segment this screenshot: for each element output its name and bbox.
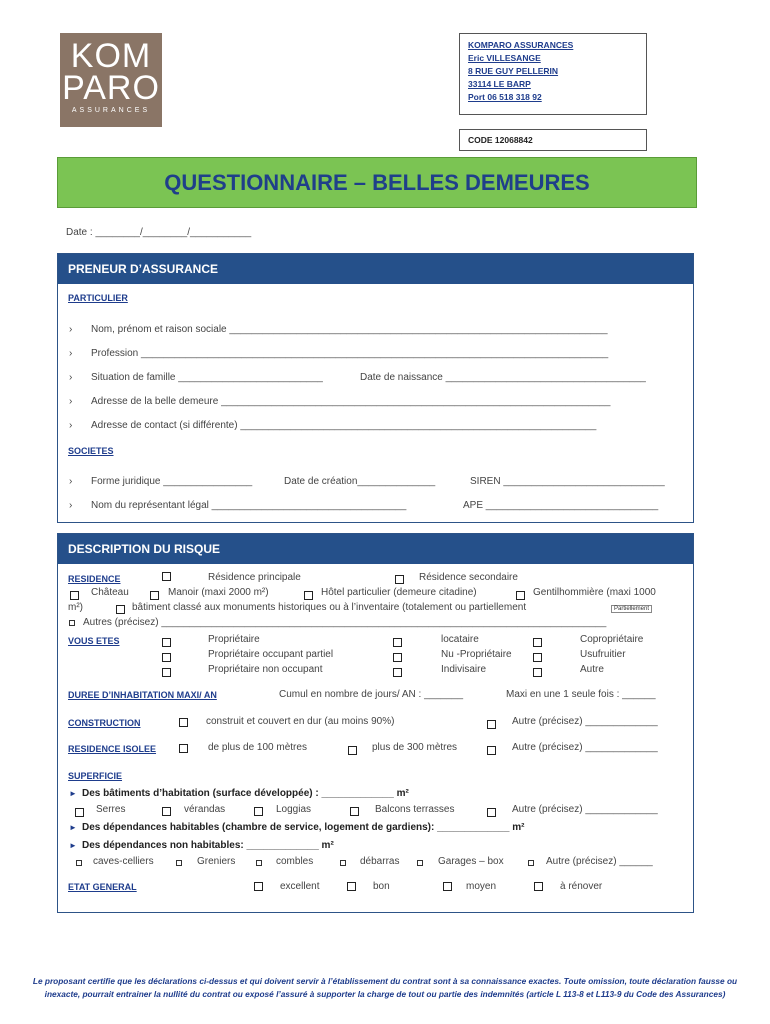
field-date-naissance[interactable]: Date de naissance ____________________________________	[360, 372, 646, 383]
field-adresse-demeure[interactable]: Adresse de la belle demeure ______________________________________________________________________	[91, 396, 611, 407]
bullet: ›	[69, 420, 73, 431]
label-renover: à rénover	[560, 881, 603, 892]
agency-address-box	[459, 33, 647, 115]
page-title: QUESTIONNAIRE – BELLES DEMEURES	[164, 169, 590, 195]
checkbox-combles[interactable]	[256, 860, 262, 866]
checkbox-manoir[interactable]	[150, 591, 159, 600]
label-balcons: Balcons terrasses	[375, 804, 455, 815]
label-moyen: moyen	[466, 881, 497, 892]
label-residence-secondaire: Résidence secondaire	[419, 572, 518, 583]
label-indivisaire: Indivisaire	[441, 664, 487, 675]
agency-phone: Port 06 518 318 92	[468, 92, 542, 102]
bullet: ›	[69, 324, 73, 335]
label-manoir: Manoir (maxi 2000 m²)	[168, 587, 269, 598]
bullet: ›	[69, 372, 73, 383]
label-garages: Garages – box	[438, 856, 504, 867]
agency-code: CODE 12068842	[459, 129, 647, 151]
checkbox-chateau[interactable]	[70, 591, 79, 600]
field-forme-juridique[interactable]: Forme juridique ________________	[91, 476, 253, 487]
section-risque	[57, 533, 694, 913]
label-chateau: Château	[91, 587, 129, 598]
field-dependances-non-habitables[interactable]: Des dépendances non habitables: _____________ m²	[82, 840, 334, 851]
checkbox-caves[interactable]	[76, 860, 82, 866]
label-prop-occupant: Propriétaire occupant partiel	[208, 649, 334, 660]
checkbox-gentilhommiere[interactable]	[516, 591, 525, 600]
checkbox-serres[interactable]	[75, 808, 84, 817]
agency-name: KOMPARO ASSURANCES	[468, 40, 574, 50]
checkbox-plus-100m[interactable]	[179, 744, 188, 753]
label-construction: CONSTRUCTION	[68, 718, 141, 728]
checkbox-residence-secondaire[interactable]	[395, 575, 404, 584]
label-verandas: vérandas	[184, 804, 226, 815]
label-isolee: RESIDENCE ISOLEE	[68, 744, 157, 754]
checkbox-superficie-autre[interactable]	[487, 808, 496, 817]
komparo-logo	[60, 33, 162, 127]
agency-street: 8 RUE GUY PELLERIN	[468, 66, 559, 76]
bullet: ›	[69, 476, 73, 487]
select-partiellement[interactable]: Partiellement	[611, 605, 652, 613]
field-ape[interactable]: APE _______________________________	[463, 500, 659, 511]
checkbox-plus-300m[interactable]	[348, 746, 357, 755]
checkbox-verandas[interactable]	[162, 807, 171, 816]
label-excellent: excellent	[280, 881, 320, 892]
checkbox-usufruitier[interactable]	[533, 653, 542, 662]
subheading-particulier: PARTICULIER	[68, 293, 128, 303]
checkbox-greniers[interactable]	[176, 860, 182, 866]
checkbox-debarras[interactable]	[340, 860, 346, 866]
section-risque-header: DESCRIPTION DU RISQUE	[58, 534, 693, 564]
checkbox-prop-non-occupant[interactable]	[162, 668, 171, 677]
label-plus-300m: plus de 300 mètres	[372, 742, 458, 753]
checkbox-locataire[interactable]	[393, 638, 402, 647]
field-cumul[interactable]: Cumul en nombre de jours/ AN : _______	[279, 689, 463, 700]
label-residence: RESIDENCE	[68, 574, 121, 584]
field-representant[interactable]: Nom du représentant légal ___________________________________	[91, 500, 407, 511]
label-gentilhommiere: Gentilhommière (maxi 1000	[533, 587, 656, 598]
checkbox-indivisaire[interactable]	[393, 668, 402, 677]
checkbox-copropriétaire[interactable]	[533, 638, 542, 647]
label-etat-general: ETAT GENERAL	[68, 882, 137, 892]
checkbox-autre[interactable]	[533, 668, 542, 677]
label-duree: DUREE D’INHABITATION MAXI/ AN	[68, 690, 217, 700]
checkbox-bon[interactable]	[347, 882, 356, 891]
label-loggias: Loggias	[276, 804, 312, 815]
checkbox-balcons[interactable]	[350, 807, 359, 816]
bullet: ›	[69, 500, 73, 511]
logo-line-3: ASSURANCES	[71, 107, 151, 114]
checkbox-loggias[interactable]	[254, 807, 263, 816]
checkbox-construit-dur[interactable]	[179, 718, 188, 727]
checkbox-construction-autre[interactable]	[487, 720, 496, 729]
checkbox-isolee-autre[interactable]	[487, 746, 496, 755]
subheading-societes: SOCIETES	[68, 446, 114, 456]
checkbox-hotel-particulier[interactable]	[304, 591, 313, 600]
field-autres[interactable]: Autres (précisez) ________________________________________________________________________________	[83, 617, 607, 628]
field-dependance-autre[interactable]: Autre (précisez) ______	[546, 856, 653, 867]
checkbox-autres[interactable]	[69, 620, 75, 626]
label-bon: bon	[373, 881, 390, 892]
section-preneur-header: PRENEUR D’ASSURANCE	[58, 254, 693, 284]
field-date-creation[interactable]: Date de création______________	[284, 476, 436, 487]
label-m2: m²)	[68, 602, 83, 613]
label-construit-dur: construit et couvert en dur (au moins 90%)	[206, 716, 395, 727]
triangle-icon: ►	[69, 789, 77, 798]
label-combles: combles	[276, 856, 314, 867]
title-banner	[57, 157, 697, 208]
date-field[interactable]: Date : ________/________/___________	[66, 227, 252, 238]
section-preneur	[57, 253, 694, 523]
checkbox-dependance-autre[interactable]	[528, 860, 534, 866]
field-situation-famille[interactable]: Situation de famille __________________________	[91, 372, 323, 383]
label-vous-etes: VOUS ETES	[68, 636, 120, 646]
checkbox-excellent[interactable]	[254, 882, 263, 891]
label-coproprietaire: Copropriétaire	[580, 634, 644, 645]
label-autre: Autre	[580, 664, 604, 675]
label-serres: Serres	[96, 804, 126, 815]
label-batiment-classe: bâtiment classé aux monuments historiques ou à l’inventaire (totalement ou partiellement	[132, 602, 527, 613]
checkbox-renover[interactable]	[534, 882, 543, 891]
label-residence-principale: Résidence principale	[208, 572, 301, 583]
field-adresse-contact[interactable]: Adresse de contact (si différente) ________________________________________________________________	[91, 420, 597, 431]
field-construction-autre[interactable]: Autre (précisez) _____________	[512, 716, 658, 727]
label-superficie: SUPERFICIE	[68, 771, 123, 781]
label-plus-100m: de plus de 100 mètres	[208, 742, 307, 753]
checkbox-nu-proprietaire[interactable]	[393, 653, 402, 662]
checkbox-proprietaire[interactable]	[162, 638, 171, 647]
field-isolee-autre[interactable]: Autre (précisez) _____________	[512, 742, 658, 753]
bullet: ›	[69, 348, 73, 359]
label-usufruitier: Usufruitier	[580, 649, 626, 660]
label-debarras: débarras	[360, 856, 400, 867]
field-nom[interactable]: Nom, prénom et raison sociale ____________________________________________________________________	[91, 324, 608, 335]
triangle-icon: ►	[69, 841, 77, 850]
legal-footer: Le proposant certifie que les déclarations ci-dessus et qui doivent servir à l’établissement du contrat sont à sa connaissance exactes. Toute omission, toute déclaration fausse ou inexacte, pourrait entrainer la nullité du contrat ou exposé l’assuré à supporter la charge de tout ou partie des indemnités (article L 113-8 et L113-9 du Code des Assurances)	[32, 976, 738, 999]
label-locataire: locataire	[441, 634, 479, 645]
label-prop-non-occupant: Propriétaire non occupant	[208, 664, 323, 675]
triangle-icon: ►	[69, 823, 77, 832]
field-superficie-autre[interactable]: Autre (précisez) _____________	[512, 804, 658, 815]
field-batiments-habitation[interactable]: Des bâtiments d’habitation (surface développée) : _____________ m²	[82, 788, 409, 799]
label-greniers: Greniers	[197, 856, 236, 867]
checkbox-batiment-classe[interactable]	[116, 605, 125, 614]
field-siren[interactable]: SIREN _____________________________	[470, 476, 665, 487]
label-caves: caves-celliers	[93, 856, 154, 867]
bullet: ›	[69, 396, 73, 407]
checkbox-residence-principale[interactable]	[162, 572, 171, 581]
label-proprietaire: Propriétaire	[208, 634, 260, 645]
logo-line-1: KOM	[70, 37, 152, 75]
checkbox-prop-occupant[interactable]	[162, 653, 171, 662]
field-profession[interactable]: Profession ____________________________________________________________________________________	[91, 348, 609, 359]
field-dependances-habitables[interactable]: Des dépendances habitables (chambre de service, logement de gardiens): _____________ m²	[82, 822, 525, 833]
checkbox-moyen[interactable]	[443, 882, 452, 891]
label-hotel-particulier: Hôtel particulier (demeure citadine)	[321, 587, 477, 598]
logo-line-2: PARO	[62, 69, 160, 107]
field-maxi[interactable]: Maxi en une 1 seule fois : ______	[506, 689, 656, 700]
agency-city: 33114 LE BARP	[468, 79, 531, 89]
checkbox-garages[interactable]	[417, 860, 423, 866]
agency-person: Eric VILLESANGE	[468, 53, 541, 63]
label-nu-proprietaire: Nu -Propriétaire	[441, 649, 512, 660]
